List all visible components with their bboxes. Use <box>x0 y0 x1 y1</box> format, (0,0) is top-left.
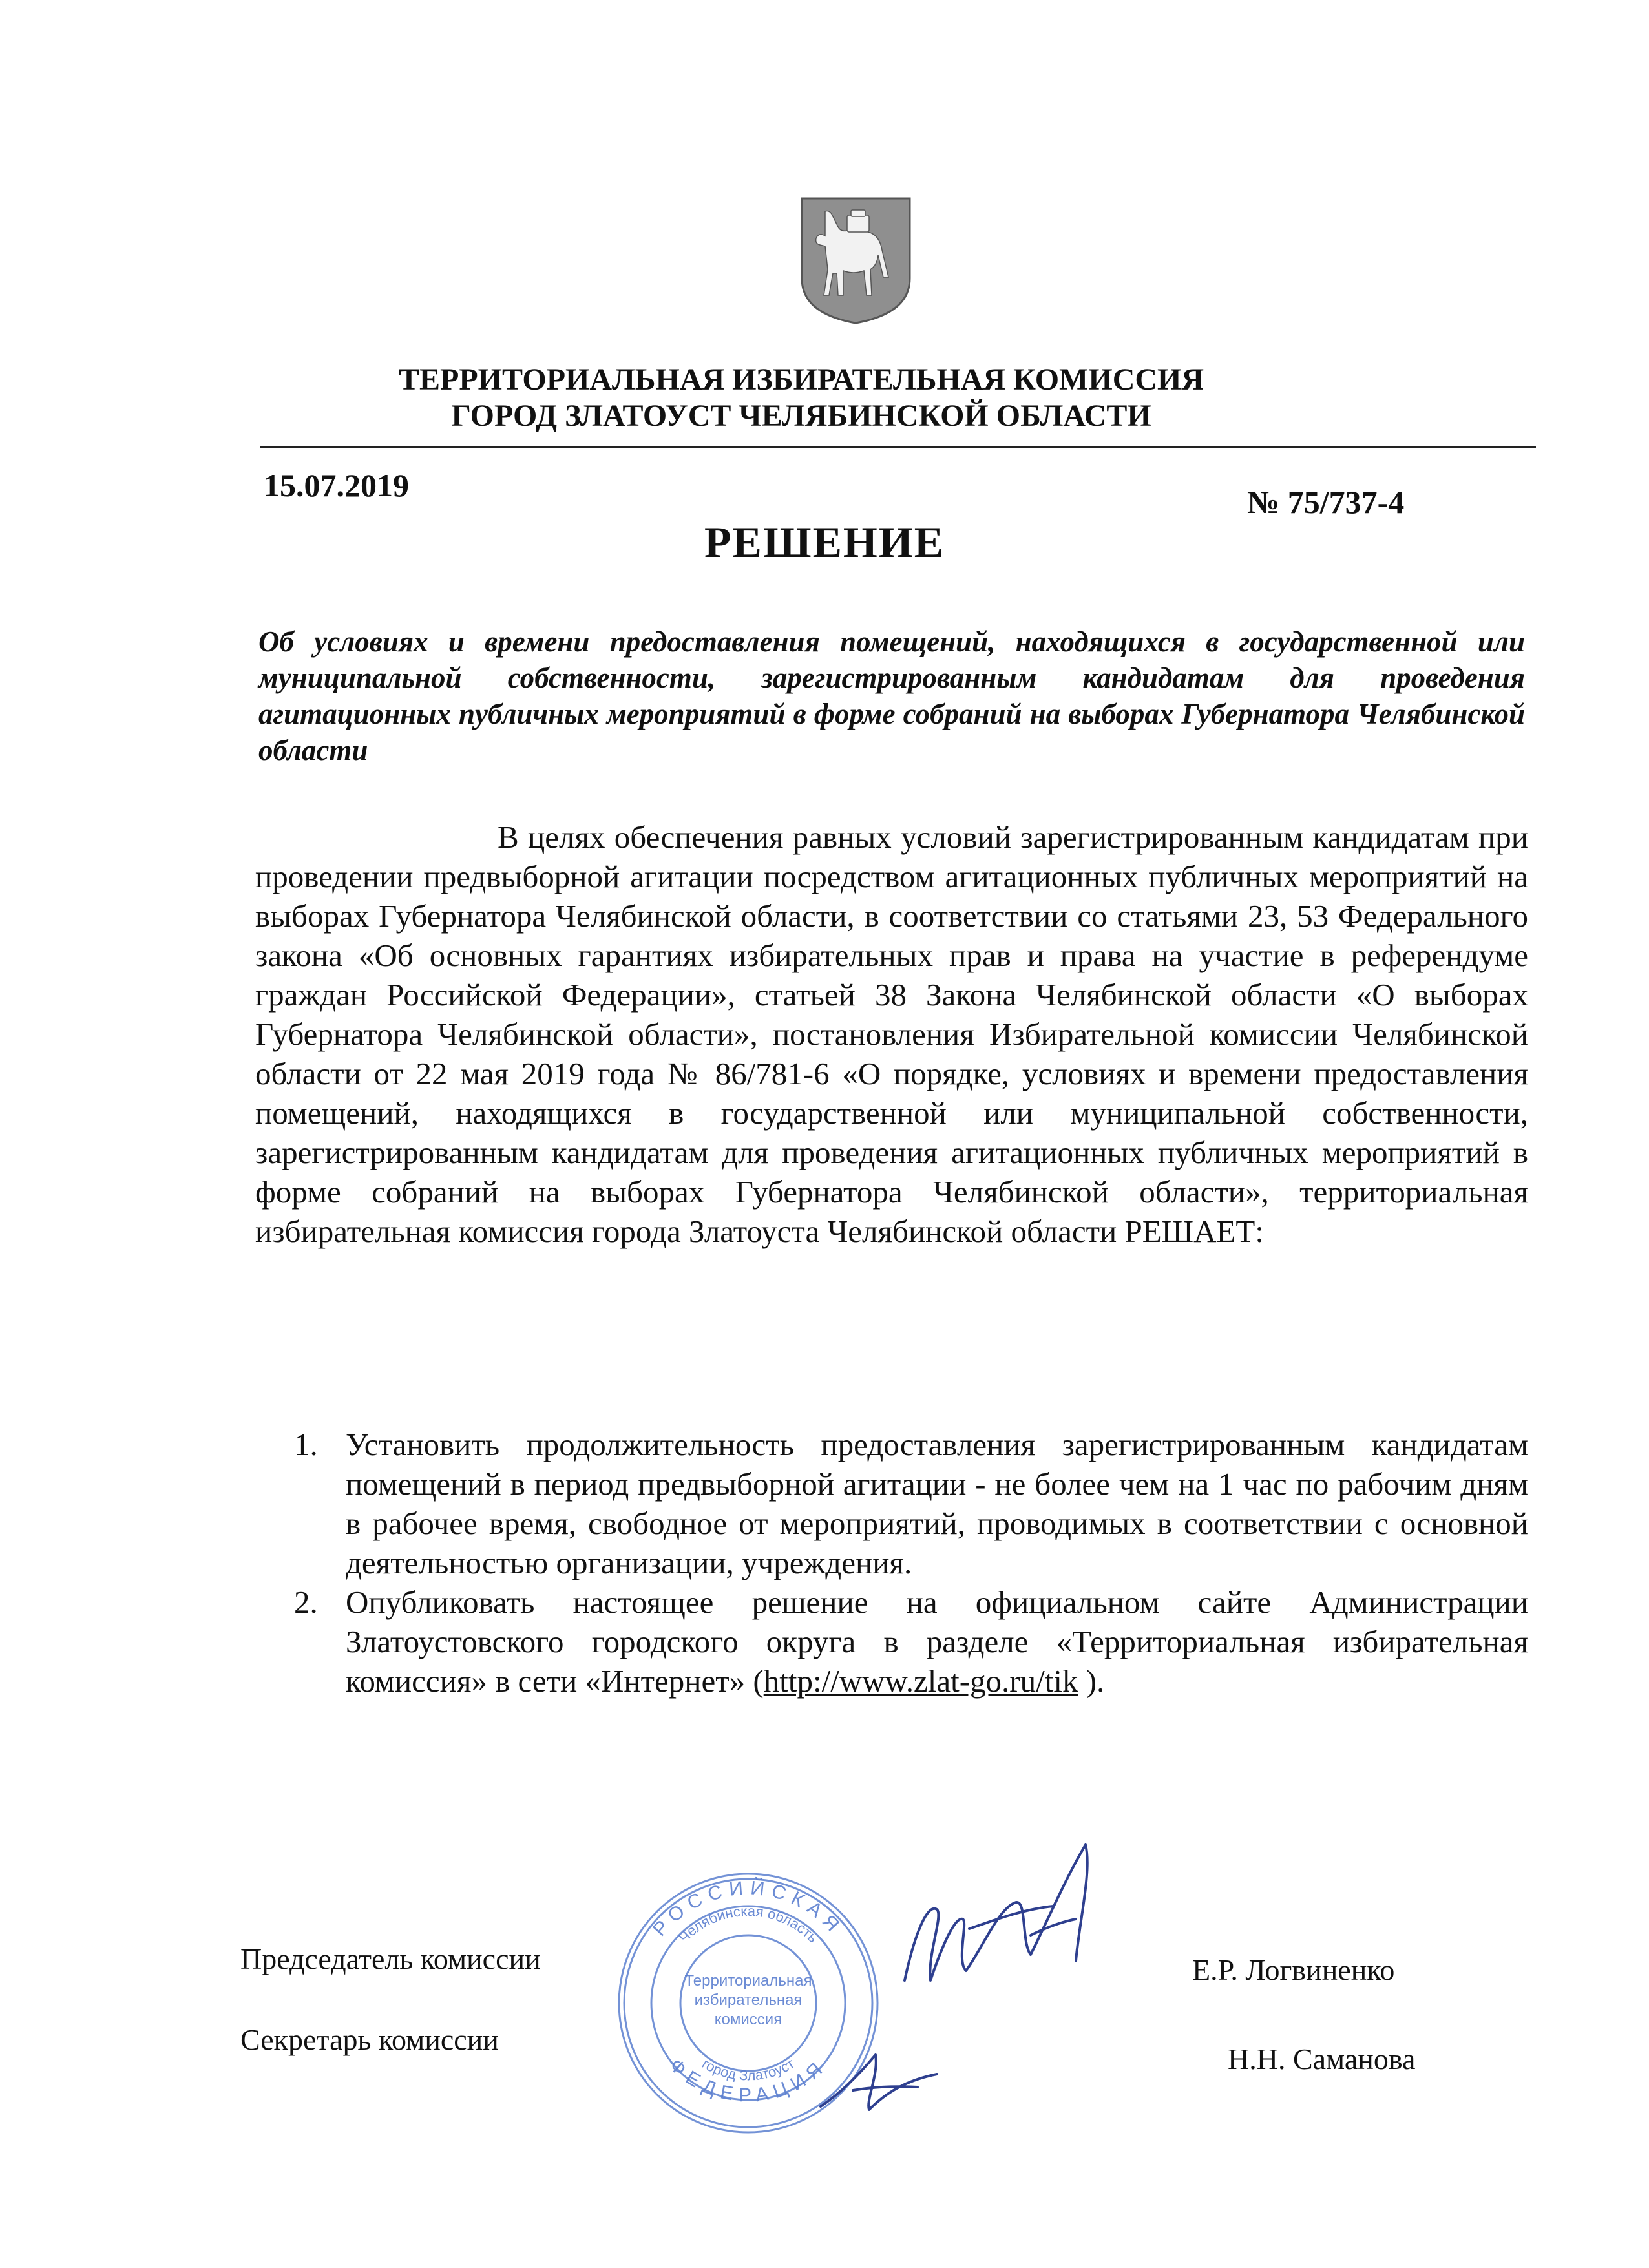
org-name-line-2: ГОРОД ЗЛАТОУСТ ЧЕЛЯБИНСКОЙ ОБЛАСТИ <box>451 399 1151 433</box>
list-item-marker: 2. <box>294 1584 318 1620</box>
decision-items <box>294 1425 1528 1701</box>
list-item-text: Опубликовать настоящее решение на официальном сайте Администрации Златоустовского городского округа в разделе «Территориальная избирательная комиссия» в сети «Интернет» ( <box>346 1584 1528 1699</box>
preamble-text: В целях обеспечения равных условий зарегистрированным кандидатам при проведении предвыборной агитации посредством агитационных публичных мероприятий на выборах Губернатора Челябинской области, в соответствии со статьями 23, 53 Федерального закона «Об основных гарантиях избирательных прав и права на участие в референдуме граждан Российской Федерации», статьей 38 Закона Челябинской области «О выборах Губернатора Челябинской области», постановления Избирательной комиссии Челябинской области от 22 мая 2019 года № 86/781-6 «О порядке, условиях и времени предоставления помещений, находящихся в государственной или муниципальной собственности, зарегистрированным кандидатам для проведения агитационных публичных мероприятий в форме собраний на выборах Губернатора Челябинской области», территориальная избирательная комиссия города Златоуста Челябинской области РЕШАЕТ: <box>255 819 1528 1249</box>
secretary-label: Секретарь комиссии <box>240 2023 499 2056</box>
stamp-ring-bottom: город Златоуст <box>699 2055 797 2084</box>
site-link[interactable]: http://www.zlat-go.ru/tik <box>763 1663 1078 1699</box>
list-item <box>294 1425 1528 1582</box>
stamp-center-line-2: избирательная <box>694 1991 803 2009</box>
org-name-line-1: ТЕРРИТОРИАЛЬНАЯ ИЗБИРАТЕЛЬНАЯ КОМИССИЯ <box>398 362 1204 397</box>
list-item-text-end: ). <box>1078 1663 1105 1699</box>
secretary-signature <box>814 2029 943 2126</box>
document-type-title: РЕШЕНИЕ <box>704 518 945 567</box>
secretary-name: Н.Н. Саманова <box>1228 2042 1416 2075</box>
stamp-center-line-3: комиссия <box>714 2011 782 2028</box>
chelyabinsk-camel-coat-of-arms-icon <box>799 196 912 325</box>
list-item <box>294 1582 1528 1701</box>
header-divider <box>260 446 1536 448</box>
list-item-text: Установить продолжительность предоставления зарегистрированным кандидатам помещений в период предвыборной агитации - не более чем на 1 час по рабочим дням в рабочее время, свободное от мероприятий, проводимых в соответствии с основной деятельностью организации, учреждения. <box>346 1427 1528 1580</box>
chair-label: Председатель комиссии <box>240 1942 541 1975</box>
chair-name: Е.Р. Логвиненко <box>1192 1953 1395 1986</box>
document-number: № 75/737-4 <box>1247 484 1405 520</box>
document-subject: Об условиях и времени предоставления помещений, находящихся в государственной или муниципальной собственности, зарегистрированным кандидатам для проведения агитационных публичных мероприятий в форме собраний на выборах Губернатора Челябинской области <box>258 625 1525 766</box>
stamp-outer-top: РОССИЙСКАЯ <box>649 1877 848 1940</box>
list-item-marker: 1. <box>294 1427 318 1462</box>
document-date: 15.07.2019 <box>264 467 409 503</box>
stamp-ring-top: Челябинская область <box>675 1902 821 1946</box>
stamp-outer-bottom: ФЕДЕРАЦИЯ <box>665 2054 832 2106</box>
chair-signature <box>892 1832 1115 2026</box>
preamble <box>255 817 1528 1251</box>
stamp-center-line-1: Территориальная <box>684 1972 812 1990</box>
